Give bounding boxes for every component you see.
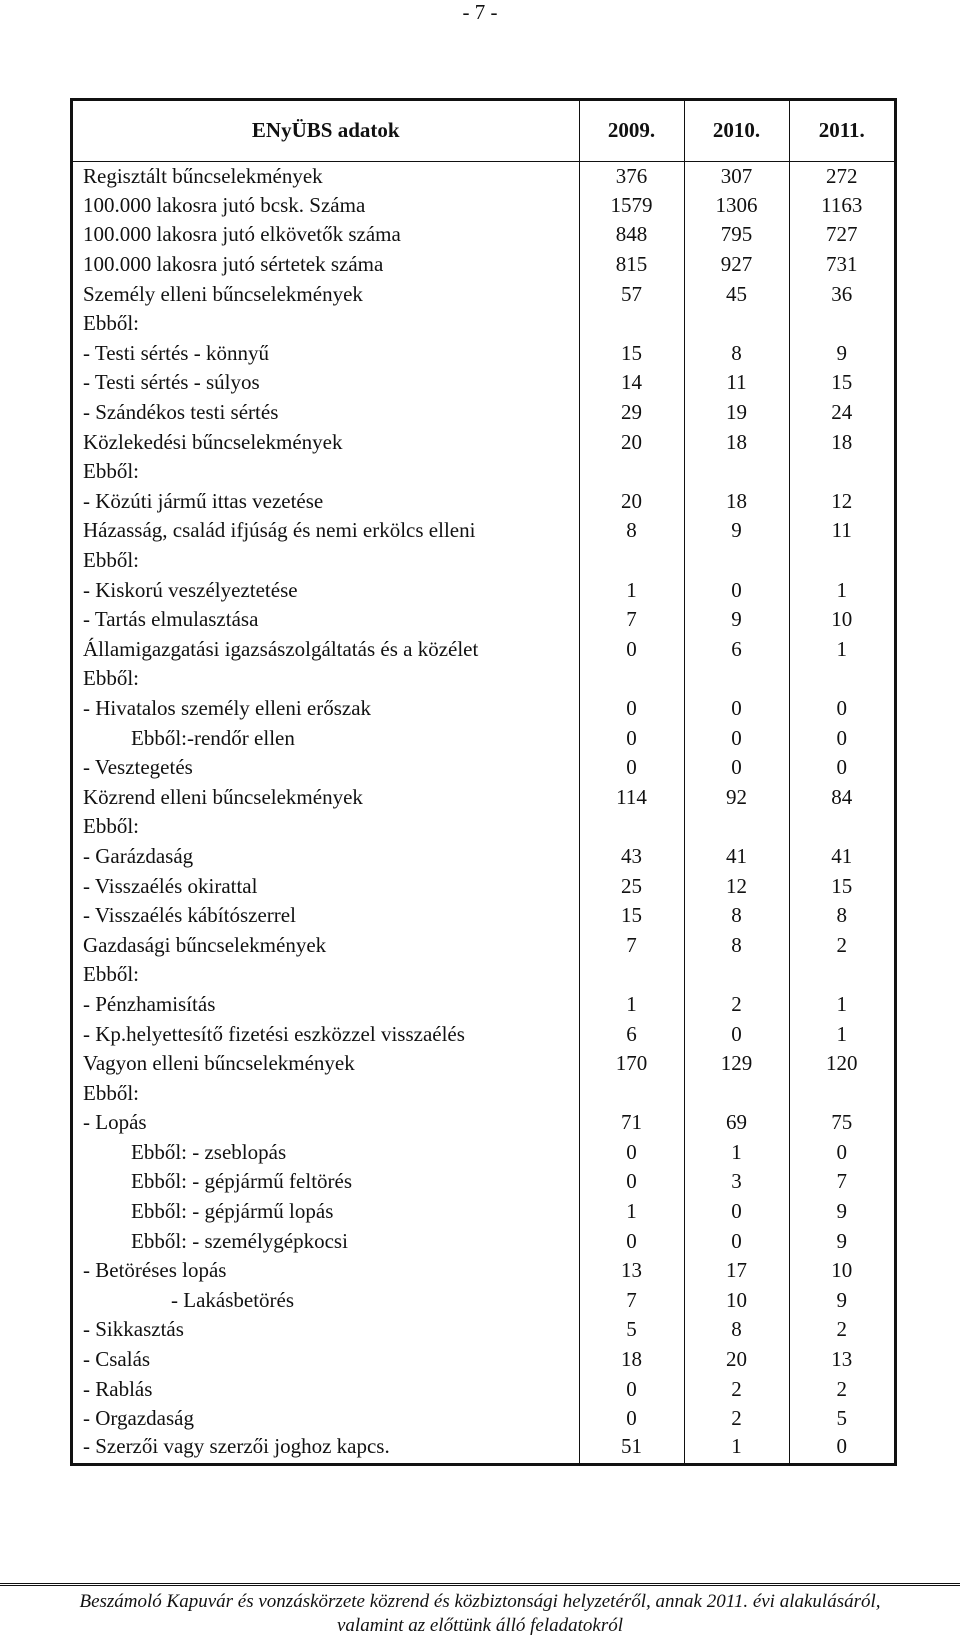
value-2010: 795: [684, 220, 789, 250]
value-2009: [579, 457, 684, 487]
value-2010: 2: [684, 1374, 789, 1404]
table-row: [73, 782, 894, 812]
value-2010: [684, 1078, 789, 1108]
value-2011: 15: [831, 370, 853, 395]
value-2010: 9: [684, 516, 789, 546]
row-label: Házasság, család ifjúság és nemi erkölcs elleni: [73, 516, 579, 546]
row-label: Ebből:-rendőr ellen: [73, 723, 579, 753]
value-2011: 0: [836, 1433, 847, 1458]
value-2009: 51: [579, 1434, 684, 1464]
row-label: 100.000 lakosra jutó elkövetők száma: [73, 220, 579, 250]
statistics-table-frame: [70, 98, 897, 1466]
row-label: - Vesztegetés: [73, 753, 579, 783]
value-2010: [684, 812, 789, 842]
value-2011: [789, 960, 894, 990]
value-2011: [789, 309, 894, 339]
value-2010: 12: [684, 871, 789, 901]
row-label: Ebből:: [73, 1078, 579, 1108]
value-2011: [789, 664, 894, 694]
table-row: [73, 1108, 894, 1138]
table-row: [73, 427, 894, 457]
table-row: [73, 1345, 894, 1375]
value-2010: 2: [684, 990, 789, 1020]
row-label: - Szerzői vagy szerzői joghoz kapcs.: [73, 1434, 579, 1464]
value-2010: [684, 664, 789, 694]
row-label: Vagyon elleni bűncselekmények: [73, 1049, 579, 1079]
row-label: - Lakásbetörés: [73, 1286, 579, 1316]
row-label: - Tartás elmulasztása: [73, 605, 579, 635]
value-2009: 5: [579, 1315, 684, 1345]
value-2010: [684, 960, 789, 990]
value-2009: 20: [579, 487, 684, 517]
header-year-2009: 2009.: [579, 101, 684, 161]
value-2010: 11: [684, 368, 789, 398]
value-2011: 9: [836, 1228, 847, 1253]
value-2010: 10: [684, 1286, 789, 1316]
value-2011: 13: [831, 1347, 853, 1372]
value-2011: 272: [789, 161, 894, 191]
row-label: Ebből: - gépjármű lopás: [73, 1197, 579, 1227]
value-2010: 0: [684, 1019, 789, 1049]
value-2009: 0: [579, 635, 684, 665]
value-2009: 25: [579, 871, 684, 901]
table-row: [73, 487, 894, 517]
row-label: - Csalás: [73, 1345, 579, 1375]
value-2010: 9: [684, 605, 789, 635]
value-2009: 815: [579, 250, 684, 280]
row-label: Ebből:: [73, 664, 579, 694]
value-2011: 1: [836, 1021, 847, 1046]
table-row: [73, 250, 894, 280]
row-label: Ebből:: [73, 812, 579, 842]
footer-rule: [0, 1583, 960, 1586]
row-label: - Orgazdaság: [73, 1404, 579, 1434]
value-2011: 0: [836, 1139, 847, 1164]
table-row: [73, 279, 894, 309]
value-2011: 1163: [821, 192, 863, 217]
crime-statistics-table: [73, 101, 894, 1463]
row-label: Közlekedési bűncselekmények: [73, 427, 579, 457]
value-2010: 3: [684, 1167, 789, 1197]
value-2010: 18: [684, 427, 789, 457]
value-2009: 15: [579, 339, 684, 369]
value-2010: 18: [684, 487, 789, 517]
row-label: Ebből: - gépjármű feltörés: [73, 1167, 579, 1197]
table-row: [73, 1019, 894, 1049]
value-2010: 8: [684, 901, 789, 931]
value-2011: 2: [836, 1317, 847, 1342]
value-2009: [579, 812, 684, 842]
row-label: Személy elleni bűncselekmények: [73, 279, 579, 309]
value-2009: 8: [579, 516, 684, 546]
table-header-row: [73, 101, 894, 161]
value-2011: 11: [831, 518, 852, 543]
value-2009: 57: [579, 279, 684, 309]
value-2011: 10: [831, 1258, 853, 1283]
value-2009: 1: [579, 575, 684, 605]
table-row: [73, 191, 894, 221]
row-label: Ebből: - zseblopás: [73, 1138, 579, 1168]
value-2009: 7: [579, 1286, 684, 1316]
table-row: [73, 871, 894, 901]
value-2011: 9: [836, 1199, 847, 1224]
value-2011: 12: [831, 488, 853, 513]
table-row: [73, 1315, 894, 1345]
value-2010: 307: [684, 161, 789, 191]
value-2009: 29: [579, 398, 684, 428]
row-label: - Visszaélés kábítószerrel: [73, 901, 579, 931]
value-2009: 114: [579, 782, 684, 812]
table-row: [73, 457, 894, 487]
row-label: 100.000 lakosra jutó bcsk. Száma: [73, 191, 579, 221]
table-row: [73, 161, 894, 191]
value-2011: 84: [831, 784, 853, 809]
value-2011: [789, 812, 894, 842]
value-2010: 0: [684, 694, 789, 724]
value-2011: 24: [831, 400, 853, 425]
row-label: Regisztált bűncselekmények: [73, 161, 579, 191]
value-2011: 41: [831, 843, 853, 868]
value-2011: 120: [826, 1051, 858, 1076]
value-2010: 0: [684, 1197, 789, 1227]
row-label: Ebből:: [73, 546, 579, 576]
value-2011: 731: [826, 252, 858, 277]
value-2010: 17: [684, 1256, 789, 1286]
row-label: - Visszaélés okirattal: [73, 871, 579, 901]
value-2010: [684, 309, 789, 339]
value-2011: 1: [836, 636, 847, 661]
table-row: [73, 398, 894, 428]
header-year-2010: 2010.: [684, 101, 789, 161]
table-row: [73, 516, 894, 546]
value-2011: 1: [836, 991, 847, 1016]
value-2010: 45: [684, 279, 789, 309]
table-row: [73, 812, 894, 842]
value-2010: 92: [684, 782, 789, 812]
row-label: 100.000 lakosra jutó sértetek száma: [73, 250, 579, 280]
value-2009: 0: [579, 1167, 684, 1197]
value-2010: 0: [684, 575, 789, 605]
table-row: [73, 753, 894, 783]
value-2009: 848: [579, 220, 684, 250]
value-2009: 43: [579, 842, 684, 872]
table-row: [73, 930, 894, 960]
table-row: [73, 1286, 894, 1316]
value-2010: [684, 457, 789, 487]
value-2009: 376: [579, 161, 684, 191]
row-label: - Kiskorú veszélyeztetése: [73, 575, 579, 605]
value-2011: 8: [836, 903, 847, 928]
value-2011: 9: [836, 1287, 847, 1312]
value-2011: 727: [826, 222, 858, 247]
value-2010: 8: [684, 339, 789, 369]
value-2011: 0: [836, 725, 847, 750]
value-2011: [789, 1078, 894, 1108]
value-2011: 15: [831, 873, 853, 898]
value-2011: 36: [831, 281, 853, 306]
table-row: [73, 309, 894, 339]
row-label: - Lopás: [73, 1108, 579, 1138]
row-label: Közrend elleni bűncselekmények: [73, 782, 579, 812]
value-2009: 6: [579, 1019, 684, 1049]
footer-line-1: Beszámoló Kapuvár és vonzáskörzete közrend és közbiztonsági helyzetéről, annak 2011. évi alakulásáról,: [79, 1591, 881, 1612]
value-2010: 20: [684, 1345, 789, 1375]
page-number: - 7 -: [462, 0, 498, 24]
row-label: - Sikkasztás: [73, 1315, 579, 1345]
header-label: ENyÜBS adatok: [73, 101, 579, 161]
value-2009: 1: [579, 1197, 684, 1227]
row-label: Ebből:: [73, 457, 579, 487]
value-2011: 2: [836, 1376, 847, 1401]
value-2009: 18: [579, 1345, 684, 1375]
value-2010: 8: [684, 1315, 789, 1345]
value-2009: 0: [579, 753, 684, 783]
row-label: Gazdasági bűncselekmények: [73, 930, 579, 960]
row-label: - Rablás: [73, 1374, 579, 1404]
value-2010: 8: [684, 930, 789, 960]
row-label: - Hivatalos személy elleni erőszak: [73, 694, 579, 724]
value-2011: 18: [831, 429, 853, 454]
row-label: Ebből:: [73, 309, 579, 339]
value-2009: [579, 309, 684, 339]
table-row: [73, 1167, 894, 1197]
value-2010: [684, 546, 789, 576]
table-row: [73, 1138, 894, 1168]
value-2011: [789, 546, 894, 576]
row-label: - Szándékos testi sértés: [73, 398, 579, 428]
value-2010: 41: [684, 842, 789, 872]
table-row: [73, 1197, 894, 1227]
value-2010: 0: [684, 753, 789, 783]
value-2009: 15: [579, 901, 684, 931]
value-2010: 2: [684, 1404, 789, 1434]
row-label: - Betöréses lopás: [73, 1256, 579, 1286]
row-label: - Pénzhamisítás: [73, 990, 579, 1020]
value-2009: 0: [579, 1404, 684, 1434]
row-label: - Kp.helyettesítő fizetési eszközzel visszaélés: [73, 1019, 579, 1049]
value-2009: 1579: [579, 191, 684, 221]
value-2010: 129: [684, 1049, 789, 1079]
row-label: - Közúti jármű ittas vezetése: [73, 487, 579, 517]
value-2009: 0: [579, 723, 684, 753]
table-body: [73, 161, 894, 1463]
header-year-2011: 2011.: [818, 118, 865, 143]
table-row: [73, 901, 894, 931]
row-label: Ebből: - személygépkocsi: [73, 1226, 579, 1256]
value-2009: 0: [579, 1138, 684, 1168]
value-2009: 7: [579, 930, 684, 960]
value-2009: 0: [579, 1374, 684, 1404]
table-row: [73, 842, 894, 872]
value-2011: 5: [836, 1406, 847, 1431]
table-row: [73, 1374, 894, 1404]
footer-line-2: valamint az előttünk álló feladatokról: [336, 1615, 624, 1636]
value-2010: 0: [684, 723, 789, 753]
value-2011: 75: [831, 1110, 853, 1135]
value-2009: 0: [579, 1226, 684, 1256]
table-row: [73, 575, 894, 605]
value-2009: 20: [579, 427, 684, 457]
table-row: [73, 1078, 894, 1108]
table-row: [73, 368, 894, 398]
row-label: Államigazgatási igazsászolgáltatás és a közélet: [73, 635, 579, 665]
row-label: - Garázdaság: [73, 842, 579, 872]
value-2010: 19: [684, 398, 789, 428]
value-2011: 9: [836, 340, 847, 365]
table-row: [73, 220, 894, 250]
row-label: - Testi sértés - súlyos: [73, 368, 579, 398]
value-2010: 1: [684, 1138, 789, 1168]
value-2009: [579, 960, 684, 990]
value-2010: 6: [684, 635, 789, 665]
value-2009: 71: [579, 1108, 684, 1138]
row-label: - Testi sértés - könnyű: [73, 339, 579, 369]
value-2011: 7: [836, 1169, 847, 1194]
table-row: [73, 1049, 894, 1079]
table-row: [73, 694, 894, 724]
value-2009: 13: [579, 1256, 684, 1286]
table-row: [73, 546, 894, 576]
table-row: [73, 664, 894, 694]
value-2009: [579, 664, 684, 694]
table-row: [73, 960, 894, 990]
value-2009: [579, 546, 684, 576]
table-row: [73, 605, 894, 635]
value-2011: 10: [831, 607, 853, 632]
table-row: [73, 339, 894, 369]
value-2011: 1: [836, 577, 847, 602]
value-2009: 14: [579, 368, 684, 398]
table-row: [73, 1404, 894, 1434]
table-row: [73, 635, 894, 665]
value-2010: 1: [684, 1434, 789, 1464]
value-2009: [579, 1078, 684, 1108]
page-footer: [0, 1590, 960, 1638]
value-2010: 1306: [684, 191, 789, 221]
value-2011: 2: [836, 932, 847, 957]
value-2009: 0: [579, 694, 684, 724]
table-row: [73, 990, 894, 1020]
table-row: [73, 1434, 894, 1464]
value-2011: 0: [836, 695, 847, 720]
table-row: [73, 1226, 894, 1256]
table-row: [73, 1256, 894, 1286]
row-label: Ebből:: [73, 960, 579, 990]
value-2010: 0: [684, 1226, 789, 1256]
value-2010: 927: [684, 250, 789, 280]
value-2009: 1: [579, 990, 684, 1020]
value-2011: 0: [836, 755, 847, 780]
value-2009: 170: [579, 1049, 684, 1079]
table-row: [73, 723, 894, 753]
value-2009: 7: [579, 605, 684, 635]
value-2011: [789, 457, 894, 487]
value-2010: 69: [684, 1108, 789, 1138]
